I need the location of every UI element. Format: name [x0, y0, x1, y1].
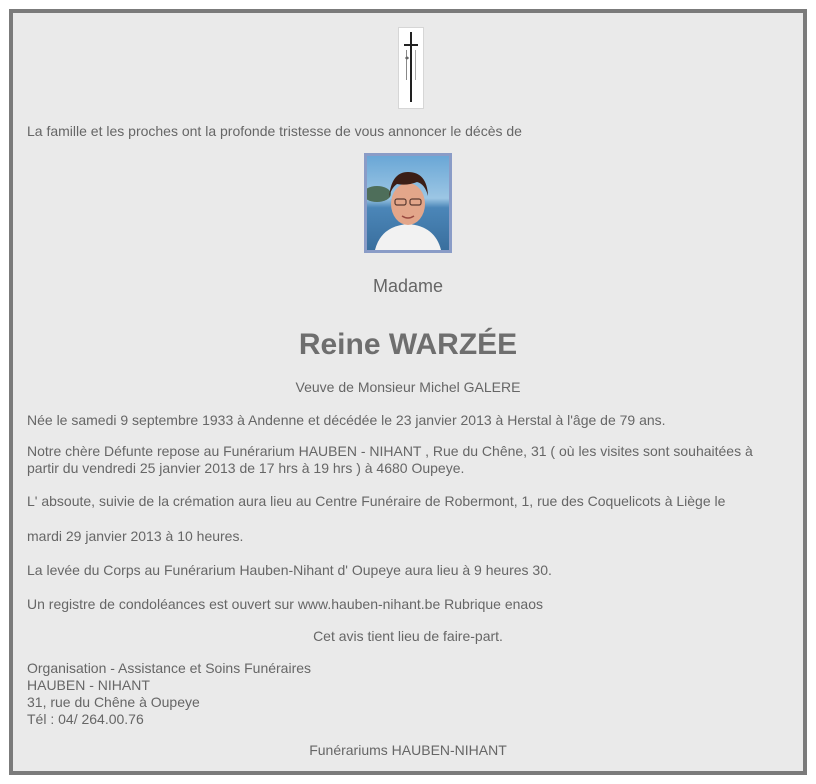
organisation-block [27, 660, 311, 728]
organisation-line-2: HAUBEN - NIHANT [27, 677, 150, 693]
birth-death-text: Née le samedi 9 septembre 1933 à Andenne et décédée le 23 janvier 2013 à Herstal à l'âge de 79 ans. [27, 412, 666, 428]
deceased-name: Reine WARZÉE [298, 328, 518, 361]
footer-text: Funérariums HAUBEN-NIHANT [309, 742, 507, 758]
cross-icon [398, 27, 424, 109]
salutation: Madame [372, 276, 444, 296]
ceremony-date-text: mardi 29 janvier 2013 à 10 heures. [27, 528, 244, 544]
organisation-line-1: Organisation - Assistance et Soins Funéraires [27, 660, 312, 676]
organisation-line-4: Tél : 04/ 264.00.76 [27, 711, 144, 727]
register-text: Un registre de condoléances est ouvert sur www.hauben-nihant.be Rubrique enaos [27, 596, 543, 612]
portrait-photo [364, 153, 452, 253]
ceremony-text: L' absoute, suivie de la crémation aura lieu au Centre Funéraire de Robermont, 1, rue des Coquelicots à Liège le [27, 493, 726, 509]
widow-of-text: Veuve de Monsieur Michel GALERE [295, 379, 521, 395]
organisation-line-3: 31, rue du Chêne à Oupeye [27, 694, 200, 710]
rests-text: Notre chère Défunte repose au Funérarium HAUBEN - NIHANT , Rue du Chêne, 31 ( où les visites sont souhaitées à partir du vendredi 25 janvier 2013 de 17 hrs à 19 hrs ) à 4680 Oupeye. [27, 443, 753, 476]
notice-text: Cet avis tient lieu de faire-part. [313, 628, 503, 644]
intro-text: La famille et les proches ont la profonde tristesse de vous annoncer le décès de [27, 123, 522, 139]
levee-text: La levée du Corps au Funérarium Hauben-Nihant d' Oupeye aura lieu à 9 heures 30. [27, 562, 552, 578]
obituary-card [9, 9, 807, 775]
